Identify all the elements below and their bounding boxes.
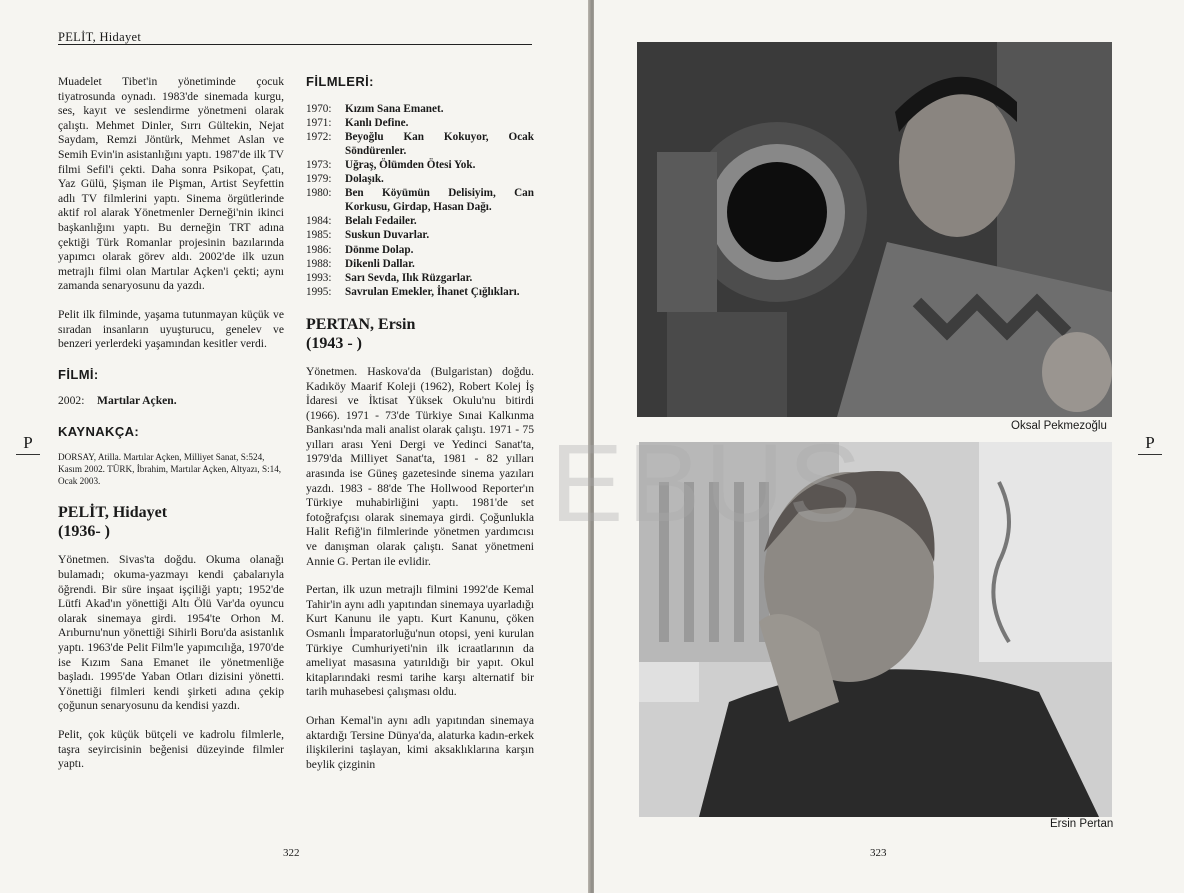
paragraph: Yönetmen. Haskova'da (Bulgaristan) doğdu. Kadıköy Maarif Koleji (1962), Robert Kolej İş İdaresi ve İktisat Yüksek Okulu'nu bitirdi (1966). 1971 - 73'de Türkiye Sınai Kalkınma Bankası'nda mali analist olarak çalıştı. 1971 - 75 yılları arası Yeni Dergi ve Yedinci Sanat'ta, 1979'da Milliyet Sanat'ta, 1981 - 82 yılları arasında ise Güneş gazetesinde sinema yazıları yazdı. 1983 - 88'de The Hollwood Reporter'ın Türkiye muhabirliğini yaptı. 1981'de set fotoğrafçısı olarak sinemaya girdi. Çoğunlukla Halit Refiğ'in filmlerinde yönetmen yardımcısı ve danışman olarak çalıştı. Sanat yönetmeni Annie G. Pertan ile evlidir. <box>306 364 534 568</box>
entry-heading <box>306 315 534 353</box>
film-title: Dikenli Dallar. <box>345 257 415 270</box>
right-column <box>306 75 534 786</box>
film-year: 1986: <box>306 243 332 256</box>
paragraph: Orhan Kemal'in aynı adlı yapıtından sinemaya aktardığı Tersine Dünya'da, alaturka kadın-erkek ilişkilerini taşlayan, kimi aksaklıklarına karşın beylik çizginin <box>306 713 534 771</box>
right-page <box>550 0 1184 893</box>
paragraph: Pelit ilk filminde, yaşama tutunmayan küçük ve sıradan insanların uyuşturucu, genelev ve benzeri yerlerdeki yaşamından kesitler verdi. <box>58 307 284 351</box>
film-year: 1973: <box>306 158 332 171</box>
film-title: Beyoğlu Kan Kokuyor, Ocak Söndürenler. <box>345 130 534 157</box>
left-page <box>0 0 590 893</box>
film-title: Kanlı Define. <box>345 116 409 129</box>
watermark: EBUS <box>550 422 866 545</box>
film-row <box>306 285 534 299</box>
entry-title: PELİT, Hidayet <box>58 504 168 522</box>
section-tab-rule <box>16 454 40 455</box>
film-row <box>306 102 534 116</box>
film-row <box>306 214 534 228</box>
film-row <box>306 228 534 242</box>
entry-years: (1936- ) <box>58 523 110 541</box>
film-entry <box>58 394 284 409</box>
entry-title: PERTAN, Ersin <box>306 315 416 333</box>
film-heading: FİLMİ: <box>58 366 99 382</box>
film-row <box>306 158 534 172</box>
film-year: 1971: <box>306 116 332 129</box>
entry-years: (1943 - ) <box>306 334 362 352</box>
sources-heading: KAYNAKÇA: <box>58 423 140 439</box>
section-tab-letter: P <box>1145 433 1155 452</box>
header-rule <box>58 44 532 45</box>
film-year: 1985: <box>306 229 332 242</box>
film-title: Uğraş, Ölümden Ötesi Yok. <box>345 158 476 171</box>
film-title: Kızım Sana Emanet. <box>345 102 444 115</box>
film-title: Dolaşık. <box>345 173 384 186</box>
film-row <box>306 271 534 285</box>
film-title: Sarı Sevda, Ilık Rüzgarlar. <box>345 271 473 284</box>
film-year: 2002: <box>58 394 85 408</box>
section-tab-rule <box>1138 454 1162 455</box>
film-year: 1995: <box>306 285 332 298</box>
film-title: Suskun Duvarlar. <box>345 229 430 242</box>
paragraph: Pelit, çok küçük bütçeli ve kadrolu filmlerle, taşra seyircisinin beğenisi düzeyinde filmler yaptı. <box>58 728 284 771</box>
film-year: 1970: <box>306 102 332 115</box>
film-list <box>306 102 534 299</box>
film-row <box>306 130 534 158</box>
running-head: PELİT, Hidayet <box>58 30 142 44</box>
paragraph: Yönetmen. Sivas'ta doğdu. Okuma olanağı bulamadı; okuma-yazmayı kendi çabalarıyla öğrendi. Bir süre inşaat işçiliği yaptı; 1952'de Lütfi Akad'ın yönettiği Altı Ölü Var'da oyuncu olarak sinemaya girdi. 1954'te Orhon M. Arıburnu'nun yönettiği Sihirli Boru'da asistanlık yaptı. 1963'de Pelit Film'le yapımcılığa, 1970'de ise Kızım Sana Emanet ile yönetmenliğe başladı. 1995'de Yaban Otları dizisini yönetti. Yönettiği filmleri kendi şirketi adına çekip çoğunun senaryosunu da kendisi yazdı. <box>58 553 284 713</box>
left-column <box>58 75 284 786</box>
photo-caption: Ersin Pertan <box>1050 818 1114 830</box>
paragraph: Pertan, ilk uzun metrajlı filmini 1992'de Kemal Tahir'in aynı adlı yapıtından sinemaya uyarladığı Kurt Kanunu ile yaptı. Kurt Kanunu, çöken Osmanlı İmparatorluğu'nun otopsi, yeni kurulan Türkiye Cumhuriyeti'nin ilk icraatlarının da ameliyat masasına yatırıldığı bir yapıt. Okul kitaplarındaki resmi tarihe karşı alternatif bir tarih muhasebesi çalışması oldu. <box>306 583 534 699</box>
sources-text: DORSAY, Atilla. Martılar Açken, Milliyet Sanat, S:524, Kasım 2002. TÜRK, İbrahim, Martılar Açken, Altyazı, S:14, Ocak 2003. <box>58 452 282 487</box>
film-title: Martılar Açken. <box>97 394 177 408</box>
films-heading: FİLMLERİ: <box>306 74 374 89</box>
film-row <box>306 243 534 257</box>
film-year: 1972: <box>306 130 332 143</box>
paragraph: Muadelet Tibet'in yönetiminde çocuk tiyatrosunda oynadı. 1983'de sinemada kurgu, ses, kayıt ve seslendirme yönetmeni olarak çalıştı. Mehmet Dinler, Sırrı Gültekin, Nejat Saydam, Remzi Jöntürk, Mehmet Aslan ve Semih Evin'in asistanlığını yaptı. 1987'de ilk TV filmi Sefil'i çekti. Daha sonra Psikopat, Çatı, Yaz Gülü, Şişman ile Pişman, Artist Seyfettin adlı TV filmlerini yaptı. Sinema örgütlerinde aktif rol alarak Yönetmenler Derneği'nin ikinci başkanlığını yaptı. Bu derneğin TRT adına çektiği Türk Romanlar projesinin bazılarında yapımcı olarak görev aldı. 2002'de ilk uzun metrajlı filmi olan Martılar Açken'i çekti; aynı zamanda senaryosunu da yazdı. <box>58 75 284 293</box>
film-row <box>306 116 534 130</box>
page-number: 323 <box>870 847 887 859</box>
portrait-photo-camera <box>637 42 1112 417</box>
film-year: 1979: <box>306 173 332 186</box>
film-row <box>306 186 534 214</box>
film-title: Dönme Dolap. <box>345 243 414 256</box>
film-year: 1988: <box>306 257 332 270</box>
film-title: Ben Köyümün Delisiyim, Can Korkusu, Girdap, Hasan Dağı. <box>345 187 534 214</box>
film-year: 1993: <box>306 271 332 284</box>
page-number: 322 <box>283 847 300 859</box>
photo-caption: Oksal Pekmezoğlu <box>1011 420 1107 432</box>
film-year: 1984: <box>306 215 332 228</box>
entry-heading <box>58 503 284 541</box>
film-row <box>306 172 534 186</box>
photo-illustration <box>637 42 1112 417</box>
film-row <box>306 257 534 271</box>
film-title: Belalı Fedailer. <box>345 215 417 228</box>
film-title: Savrulan Emekler, İhanet Çığlıkları. <box>345 285 520 298</box>
section-tab-letter: P <box>23 433 33 452</box>
film-year: 1980: <box>306 187 332 200</box>
